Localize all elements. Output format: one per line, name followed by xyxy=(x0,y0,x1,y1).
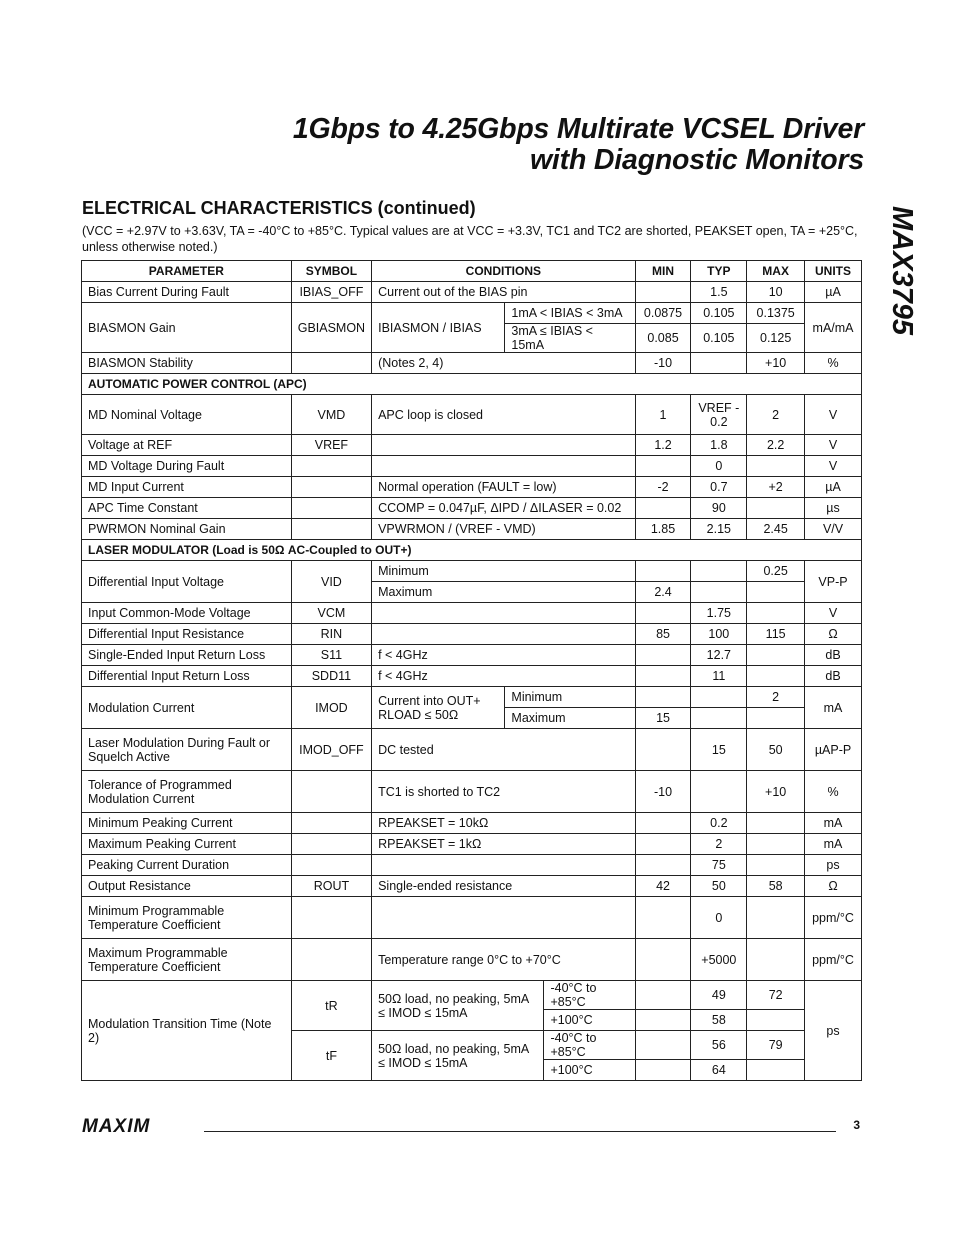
cell-max: 2.2 xyxy=(747,435,805,456)
cell-parameter: Minimum Programmable Temperature Coefficient xyxy=(82,897,292,939)
cell-max xyxy=(747,834,805,855)
cell-symbol: IBIAS_OFF xyxy=(291,282,371,303)
cell-units: % xyxy=(805,353,862,374)
cell-symbol xyxy=(291,498,371,519)
cell-max: +2 xyxy=(747,477,805,498)
cell-parameter: Differential Input Voltage xyxy=(82,561,292,603)
cell-parameter: MD Nominal Voltage xyxy=(82,395,292,435)
cell-min xyxy=(635,666,691,687)
cell-symbol xyxy=(291,353,371,374)
cell-conditions: TC1 is shorted to TC2 xyxy=(372,771,636,813)
cell-typ: 56 xyxy=(691,1031,747,1060)
cell-conditions xyxy=(372,624,636,645)
cell-units: V xyxy=(805,456,862,477)
cell-max: 10 xyxy=(747,282,805,303)
cell-min: 1.85 xyxy=(635,519,691,540)
cell-max: +10 xyxy=(747,771,805,813)
title-line-1: 1Gbps to 4.25Gbps Multirate VCSEL Driver xyxy=(292,113,864,145)
section-row-apc xyxy=(82,374,862,395)
cell-typ: 0.7 xyxy=(691,477,747,498)
cell-conditions: 50Ω load, no peaking, 5mA ≤ IMOD ≤ 15mA xyxy=(372,981,544,1031)
cell-parameter: Minimum Peaking Current xyxy=(82,813,292,834)
cell-symbol xyxy=(291,477,371,498)
cell-min xyxy=(635,1010,691,1031)
table-row xyxy=(82,771,862,813)
cell-symbol: SDD11 xyxy=(291,666,371,687)
cell-max xyxy=(747,813,805,834)
cell-max: 79 xyxy=(747,1031,805,1060)
table-row xyxy=(82,855,862,876)
cell-typ: 100 xyxy=(691,624,747,645)
cell-conditions: DC tested xyxy=(372,729,636,771)
cell-parameter: Peaking Current Duration xyxy=(82,855,292,876)
cell-subcondition: 3mA ≤ IBIAS < 15mA xyxy=(505,324,635,353)
cell-symbol: tR xyxy=(291,981,371,1031)
cell-max xyxy=(747,1010,805,1031)
part-number-side-label: MAX3795 xyxy=(886,206,918,335)
cell-min xyxy=(635,834,691,855)
cell-conditions: Normal operation (FAULT = low) xyxy=(372,477,636,498)
cell-typ xyxy=(691,561,747,582)
cell-symbol: IMOD_OFF xyxy=(291,729,371,771)
cell-conditions xyxy=(372,456,636,477)
cell-conditions: APC loop is closed xyxy=(372,395,636,435)
table-row xyxy=(82,519,862,540)
cell-parameter: Differential Input Return Loss xyxy=(82,666,292,687)
page-title xyxy=(293,114,864,176)
cell-units: V xyxy=(805,435,862,456)
cell-typ xyxy=(691,771,747,813)
cell-min xyxy=(635,813,691,834)
cell-subcondition: +100°C xyxy=(544,1010,635,1031)
header-conditions: CONDITIONS xyxy=(372,261,636,282)
cell-parameter: Maximum Peaking Current xyxy=(82,834,292,855)
cell-units: ppm/°C xyxy=(805,939,862,981)
cell-max xyxy=(747,1060,805,1081)
cell-conditions: VPWRMON / (VREF - VMD) xyxy=(372,519,636,540)
cell-typ: 2.15 xyxy=(691,519,747,540)
cell-typ: 58 xyxy=(691,1010,747,1031)
page-number: 3 xyxy=(853,1118,860,1132)
cell-typ: 0 xyxy=(691,897,747,939)
cell-units: V/V xyxy=(805,519,862,540)
electrical-characteristics-table xyxy=(81,260,862,1081)
cell-symbol: tF xyxy=(291,1031,371,1081)
table-row xyxy=(82,939,862,981)
cell-typ: 0 xyxy=(691,456,747,477)
cell-max xyxy=(747,855,805,876)
cell-parameter: Voltage at REF xyxy=(82,435,292,456)
table-row xyxy=(82,603,862,624)
cell-min xyxy=(635,603,691,624)
cell-conditions: Minimum xyxy=(372,561,636,582)
cell-min: 15 xyxy=(635,708,691,729)
cell-typ: 50 xyxy=(691,876,747,897)
cell-parameter: Modulation Transition Time (Note 2) xyxy=(82,981,292,1081)
cell-units: V xyxy=(805,603,862,624)
table-row xyxy=(82,687,862,708)
maxim-logo: MAXIM xyxy=(82,1116,151,1137)
cell-typ: 90 xyxy=(691,498,747,519)
cell-typ: VREF - 0.2 xyxy=(691,395,747,435)
cell-conditions: (Notes 2, 4) xyxy=(372,353,636,374)
cell-units: ps xyxy=(805,981,862,1081)
table-header-row xyxy=(82,261,862,282)
cell-conditions: Maximum xyxy=(372,582,636,603)
table-row xyxy=(82,498,862,519)
cell-min xyxy=(635,561,691,582)
header-parameter: PARAMETER xyxy=(82,261,292,282)
cell-parameter: Modulation Current xyxy=(82,687,292,729)
cell-units: µA xyxy=(805,282,862,303)
table-row xyxy=(82,624,862,645)
table-row xyxy=(82,561,862,582)
cell-max xyxy=(747,582,805,603)
cell-symbol xyxy=(291,771,371,813)
table-row xyxy=(82,477,862,498)
cell-units: mA xyxy=(805,687,862,729)
table-row xyxy=(82,729,862,771)
cell-conditions: Temperature range 0°C to +70°C xyxy=(372,939,636,981)
cell-min: 0.0875 xyxy=(635,303,691,324)
cell-parameter: MD Voltage During Fault xyxy=(82,456,292,477)
cell-subcondition: Maximum xyxy=(505,708,635,729)
cell-typ: 64 xyxy=(691,1060,747,1081)
table-row xyxy=(82,897,862,939)
cell-max: 2 xyxy=(747,687,805,708)
cell-units: dB xyxy=(805,645,862,666)
conditions-note: (VCC = +2.97V to +3.63V, TA = -40°C to +85°C. Typical values are at VCC = +3.3V, TC1 and TC2 are shorted, PEAKSET open, TA = +25°C, unless otherwise noted.) xyxy=(82,224,858,254)
cell-subcondition: -40°C to +85°C xyxy=(544,981,635,1010)
cell-typ: 1.5 xyxy=(691,282,747,303)
cell-units: V xyxy=(805,395,862,435)
cell-min: -10 xyxy=(635,771,691,813)
cell-min xyxy=(635,687,691,708)
table-row xyxy=(82,395,862,435)
table-row xyxy=(82,981,862,1010)
cell-min: -2 xyxy=(635,477,691,498)
cell-typ: 1.75 xyxy=(691,603,747,624)
cell-conditions: Single-ended resistance xyxy=(372,876,636,897)
cell-min xyxy=(635,456,691,477)
cell-parameter: Laser Modulation During Fault or Squelch Active xyxy=(82,729,292,771)
cell-units: VP-P xyxy=(805,561,862,603)
cell-symbol: S11 xyxy=(291,645,371,666)
cell-min xyxy=(635,645,691,666)
cell-symbol: RIN xyxy=(291,624,371,645)
header-min: MIN xyxy=(635,261,691,282)
cell-max: 0.125 xyxy=(747,324,805,353)
cell-units: Ω xyxy=(805,624,862,645)
cell-units: dB xyxy=(805,666,862,687)
table-row xyxy=(82,813,862,834)
cell-units: mA xyxy=(805,834,862,855)
cell-conditions xyxy=(372,603,636,624)
header-units: UNITS xyxy=(805,261,862,282)
table-row xyxy=(82,645,862,666)
table-row xyxy=(82,282,862,303)
table-row xyxy=(82,303,862,324)
cell-max: 58 xyxy=(747,876,805,897)
cell-units: mA xyxy=(805,813,862,834)
cell-min: 1 xyxy=(635,395,691,435)
section-row-laser-modulator xyxy=(82,540,862,561)
cell-parameter: Output Resistance xyxy=(82,876,292,897)
header-typ: TYP xyxy=(691,261,747,282)
cell-symbol xyxy=(291,939,371,981)
cell-max: 2 xyxy=(747,395,805,435)
cell-min xyxy=(635,282,691,303)
cell-typ xyxy=(691,687,747,708)
cell-min xyxy=(635,1060,691,1081)
cell-symbol: GBIASMON xyxy=(291,303,371,353)
cell-min xyxy=(635,1031,691,1060)
title-line-2: with Diagnostic Monitors xyxy=(529,144,864,176)
cell-symbol: VMD xyxy=(291,395,371,435)
table-row xyxy=(82,666,862,687)
cell-parameter: Single-Ended Input Return Loss xyxy=(82,645,292,666)
cell-symbol xyxy=(291,456,371,477)
cell-parameter: Differential Input Resistance xyxy=(82,624,292,645)
cell-typ xyxy=(691,353,747,374)
cell-parameter: PWRMON Nominal Gain xyxy=(82,519,292,540)
cell-max: +10 xyxy=(747,353,805,374)
cell-max xyxy=(747,708,805,729)
cell-parameter: BIASMON Stability xyxy=(82,353,292,374)
cell-units: µAP-P xyxy=(805,729,862,771)
table-row xyxy=(82,834,862,855)
cell-parameter: MD Input Current xyxy=(82,477,292,498)
cell-symbol: IMOD xyxy=(291,687,371,729)
cell-typ xyxy=(691,708,747,729)
cell-conditions: Current into OUT+ RLOAD ≤ 50Ω xyxy=(372,687,505,729)
cell-max xyxy=(747,498,805,519)
cell-units: ps xyxy=(805,855,862,876)
cell-conditions: RPEAKSET = 1kΩ xyxy=(372,834,636,855)
header-symbol: SYMBOL xyxy=(291,261,371,282)
cell-parameter: BIASMON Gain xyxy=(82,303,292,353)
footer-rule xyxy=(204,1131,836,1132)
cell-min xyxy=(635,498,691,519)
table-row xyxy=(82,456,862,477)
cell-min xyxy=(635,855,691,876)
cell-symbol: ROUT xyxy=(291,876,371,897)
cell-units: µA xyxy=(805,477,862,498)
cell-min xyxy=(635,939,691,981)
section-title: AUTOMATIC POWER CONTROL (APC) xyxy=(82,374,862,395)
cell-conditions: CCOMP = 0.047µF, ΔIPD / ΔILASER = 0.02 xyxy=(372,498,636,519)
cell-parameter: Input Common-Mode Voltage xyxy=(82,603,292,624)
cell-min: 42 xyxy=(635,876,691,897)
cell-max xyxy=(747,645,805,666)
cell-conditions: IBIASMON / IBIAS xyxy=(372,303,505,353)
cell-typ: 0.105 xyxy=(691,324,747,353)
cell-subcondition: -40°C to +85°C xyxy=(544,1031,635,1060)
cell-parameter: Maximum Programmable Temperature Coefficient xyxy=(82,939,292,981)
cell-max xyxy=(747,456,805,477)
cell-min: 0.085 xyxy=(635,324,691,353)
cell-typ xyxy=(691,582,747,603)
section-title: LASER MODULATOR (Load is 50Ω AC-Coupled to OUT+) xyxy=(82,540,862,561)
cell-typ: 1.8 xyxy=(691,435,747,456)
cell-conditions: RPEAKSET = 10kΩ xyxy=(372,813,636,834)
cell-typ: +5000 xyxy=(691,939,747,981)
cell-symbol xyxy=(291,897,371,939)
cell-typ: 15 xyxy=(691,729,747,771)
cell-symbol: VREF xyxy=(291,435,371,456)
section-heading: ELECTRICAL CHARACTERISTICS (continued) xyxy=(82,198,476,218)
cell-min: -10 xyxy=(635,353,691,374)
page-footer xyxy=(82,1116,862,1138)
cell-typ: 0.2 xyxy=(691,813,747,834)
cell-typ: 75 xyxy=(691,855,747,876)
cell-units: % xyxy=(805,771,862,813)
cell-parameter: Bias Current During Fault xyxy=(82,282,292,303)
table-row xyxy=(82,353,862,374)
cell-subcondition: Minimum xyxy=(505,687,635,708)
header-max: MAX xyxy=(747,261,805,282)
cell-symbol xyxy=(291,813,371,834)
table-row xyxy=(82,876,862,897)
cell-max: 50 xyxy=(747,729,805,771)
cell-parameter: APC Time Constant xyxy=(82,498,292,519)
cell-typ: 49 xyxy=(691,981,747,1010)
cell-symbol xyxy=(291,855,371,876)
cell-units: mA/mA xyxy=(805,303,862,353)
cell-max xyxy=(747,603,805,624)
cell-typ: 0.105 xyxy=(691,303,747,324)
cell-min xyxy=(635,897,691,939)
cell-symbol: VID xyxy=(291,561,371,603)
table-row xyxy=(82,435,862,456)
cell-max: 0.25 xyxy=(747,561,805,582)
cell-max: 0.1375 xyxy=(747,303,805,324)
cell-max: 72 xyxy=(747,981,805,1010)
cell-min: 85 xyxy=(635,624,691,645)
cell-units: ppm/°C xyxy=(805,897,862,939)
cell-units: Ω xyxy=(805,876,862,897)
cell-conditions: f < 4GHz xyxy=(372,645,636,666)
cell-conditions: f < 4GHz xyxy=(372,666,636,687)
cell-max: 2.45 xyxy=(747,519,805,540)
cell-subcondition: 1mA < IBIAS < 3mA xyxy=(505,303,635,324)
cell-typ: 11 xyxy=(691,666,747,687)
cell-conditions: 50Ω load, no peaking, 5mA ≤ IMOD ≤ 15mA xyxy=(372,1031,544,1081)
cell-conditions xyxy=(372,855,636,876)
cell-typ: 2 xyxy=(691,834,747,855)
cell-parameter: Tolerance of Programmed Modulation Current xyxy=(82,771,292,813)
cell-typ: 12.7 xyxy=(691,645,747,666)
cell-units: µs xyxy=(805,498,862,519)
cell-max xyxy=(747,939,805,981)
cell-conditions xyxy=(372,435,636,456)
cell-min xyxy=(635,981,691,1010)
cell-conditions: Current out of the BIAS pin xyxy=(372,282,636,303)
cell-max xyxy=(747,897,805,939)
cell-subcondition: +100°C xyxy=(544,1060,635,1081)
cell-max: 115 xyxy=(747,624,805,645)
cell-symbol: VCM xyxy=(291,603,371,624)
cell-max xyxy=(747,666,805,687)
cell-min: 2.4 xyxy=(635,582,691,603)
cell-conditions xyxy=(372,897,636,939)
cell-symbol xyxy=(291,519,371,540)
cell-min xyxy=(635,729,691,771)
cell-symbol xyxy=(291,834,371,855)
cell-min: 1.2 xyxy=(635,435,691,456)
